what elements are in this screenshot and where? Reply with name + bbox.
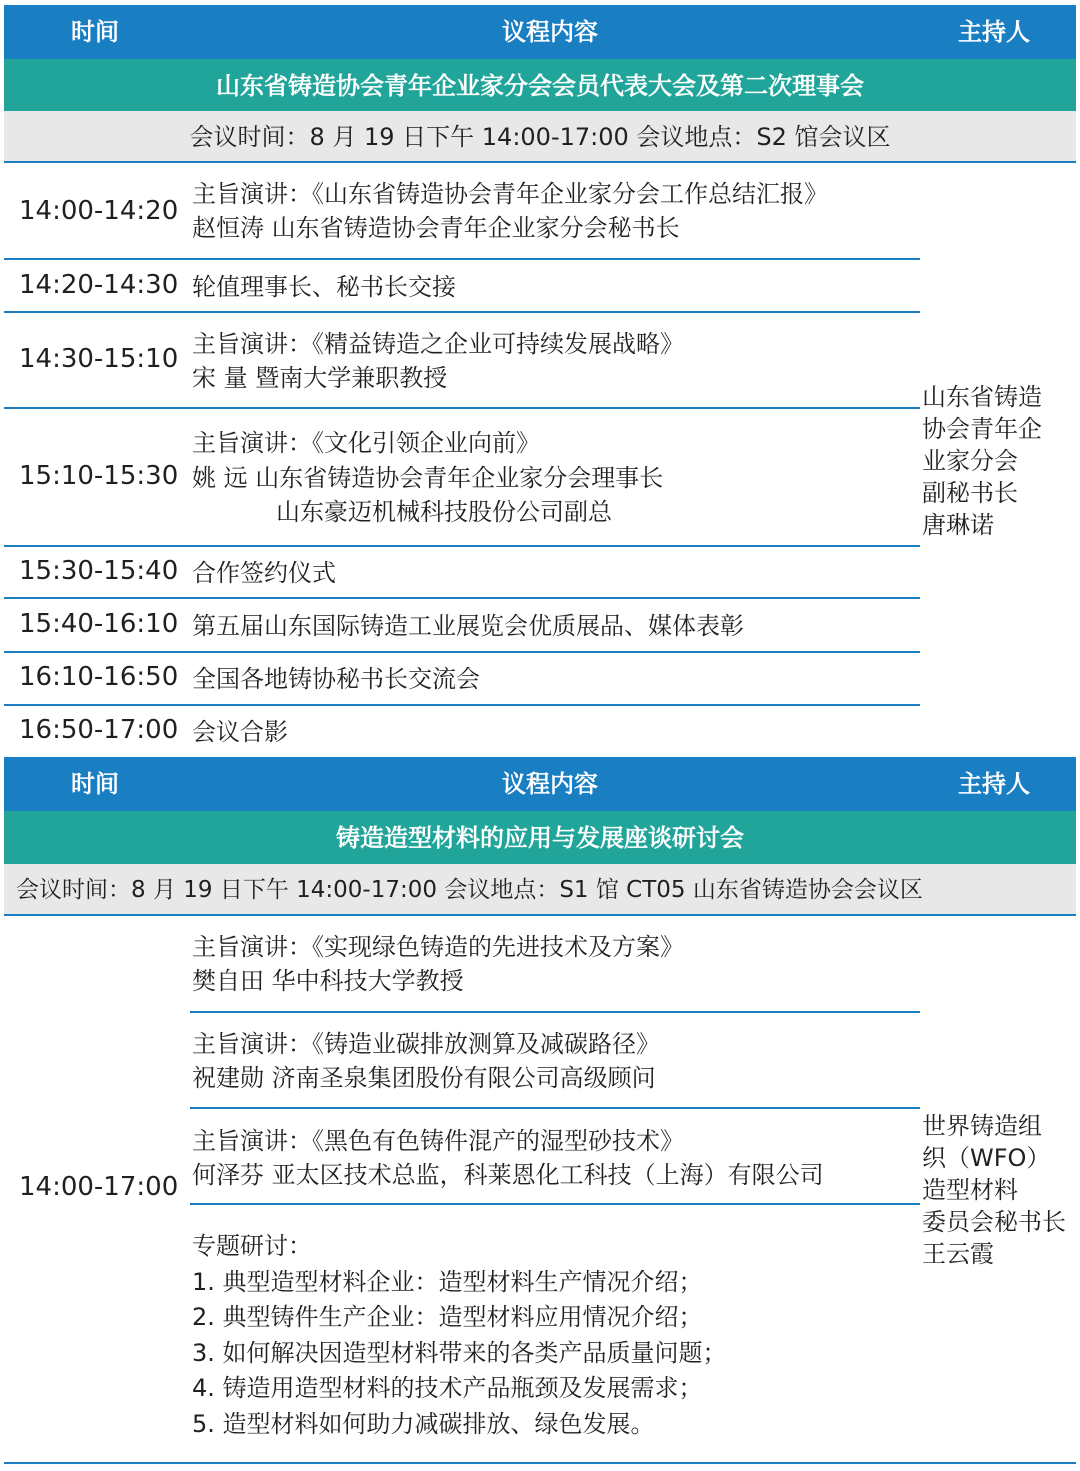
header-time: 时间 xyxy=(71,18,119,46)
header-host: 主持人 xyxy=(958,18,1030,46)
row-divider xyxy=(4,597,920,599)
agenda-item-line: 姚 远 山东省铸造协会青年企业家分会理事长 xyxy=(192,464,664,492)
agenda-item-line: 第五届山东国际铸造工业展览会优质展品、媒体表彰 xyxy=(192,612,744,640)
agenda-item-line: 祝建勋 济南圣泉集团股份有限公司高级顾问 xyxy=(192,1064,656,1092)
table-header xyxy=(4,5,1076,60)
agenda-item-line: 主旨演讲：《文化引领企业向前》 xyxy=(192,429,540,457)
agenda-item-line: 1. 典型造型材料企业：造型材料生产情况介绍； xyxy=(192,1268,703,1296)
agenda-item-line: 会议合影 xyxy=(192,718,288,746)
header-host: 主持人 xyxy=(958,770,1030,798)
row-divider xyxy=(190,1203,920,1205)
session-meta: 会议时间：8 月 19 日下午 14:00-17:00 会议地点：S1 馆 CT05 山东省铸造协会会议区 xyxy=(4,864,1076,916)
agenda-time: 14:20-14:30 xyxy=(19,270,179,300)
session-title: 铸造造型材料的应用与发展座谈研讨会 xyxy=(4,811,1076,866)
agenda-item-line: 山东豪迈机械科技股份公司副总 xyxy=(276,498,612,526)
agenda-item-line: 主旨演讲：《铸造业碳排放测算及减碳路径》 xyxy=(192,1030,660,1058)
agenda-item-line: 3. 如何解决因造型材料带来的各类产品质量问题； xyxy=(192,1339,727,1367)
agenda-time: 15:40-16:10 xyxy=(19,609,179,639)
row-divider xyxy=(4,704,920,706)
agenda-item-line: 全国各地铸协秘书长交流会 xyxy=(192,665,480,693)
host-line: 委员会秘书长 xyxy=(922,1208,1066,1236)
host-line: 织（WFO） xyxy=(922,1144,1051,1172)
header-content: 议程内容 xyxy=(502,18,598,46)
host-line: 造型材料 xyxy=(922,1176,1018,1204)
row-divider xyxy=(190,1107,920,1109)
host-line: 唐琳诺 xyxy=(922,511,994,539)
agenda-item-line: 合作签约仪式 xyxy=(192,559,336,587)
agenda-time: 14:00-14:20 xyxy=(19,196,179,226)
row-divider xyxy=(190,1011,920,1013)
agenda-item-line: 宋 量 暨南大学兼职教授 xyxy=(192,364,448,392)
agenda-item-line: 4. 铸造用造型材料的技术产品瓶颈及发展需求； xyxy=(192,1374,703,1402)
host-line: 山东省铸造 xyxy=(922,383,1042,411)
row-divider xyxy=(4,311,920,313)
agenda-item-line: 2. 典型铸件生产企业：造型材料应用情况介绍； xyxy=(192,1303,703,1331)
row-divider xyxy=(4,407,920,409)
row-divider xyxy=(4,651,920,653)
host-line: 业家分会 xyxy=(922,447,1018,475)
table-bottom-border xyxy=(4,1462,1076,1464)
agenda-item-line: 轮值理事长、秘书长交接 xyxy=(192,273,456,301)
agenda-item-line: 主旨演讲：《山东省铸造协会青年企业家分会工作总结汇报》 xyxy=(192,180,828,208)
host-line: 协会青年企 xyxy=(922,415,1042,443)
row-divider xyxy=(4,258,920,260)
host-line: 王云霞 xyxy=(922,1240,994,1268)
agenda-item-line: 主旨演讲：《实现绿色铸造的先进技术及方案》 xyxy=(192,933,684,961)
session-title: 山东省铸造协会青年企业家分会会员代表大会及第二次理事会 xyxy=(4,59,1076,114)
agenda-time: 16:50-17:00 xyxy=(19,715,179,745)
row-divider xyxy=(4,545,920,547)
header-time: 时间 xyxy=(71,770,119,798)
session-host xyxy=(922,381,1042,541)
session-host xyxy=(922,1110,1066,1270)
agenda-item-line: 专题研讨： xyxy=(192,1232,312,1260)
header-content: 议程内容 xyxy=(502,770,598,798)
agenda-time: 14:30-15:10 xyxy=(19,344,179,374)
agenda-item-line: 何泽芬 亚太区技术总监，科莱恩化工科技（上海）有限公司 xyxy=(192,1161,824,1189)
agenda-time: 16:10-16:50 xyxy=(19,662,179,692)
agenda-item-line: 5. 造型材料如何助力减碳排放、绿色发展。 xyxy=(192,1410,655,1438)
table-header xyxy=(4,757,1076,812)
agenda-time: 15:10-15:30 xyxy=(19,461,179,491)
agenda-time: 15:30-15:40 xyxy=(19,556,179,586)
agenda-time: 14:00-17:00 xyxy=(19,1172,179,1202)
agenda-item-line: 樊自田 华中科技大学教授 xyxy=(192,967,464,995)
host-line: 世界铸造组 xyxy=(922,1112,1042,1140)
agenda-item-line: 主旨演讲：《黑色有色铸件混产的湿型砂技术》 xyxy=(192,1127,684,1155)
agenda-item-line: 主旨演讲：《精益铸造之企业可持续发展战略》 xyxy=(192,330,684,358)
session-meta: 会议时间：8 月 19 日下午 14:00-17:00 会议地点：S2 馆会议区 xyxy=(4,111,1076,163)
agenda-item-line: 赵恒涛 山东省铸造协会青年企业家分会秘书长 xyxy=(192,214,680,242)
host-line: 副秘书长 xyxy=(922,479,1018,507)
